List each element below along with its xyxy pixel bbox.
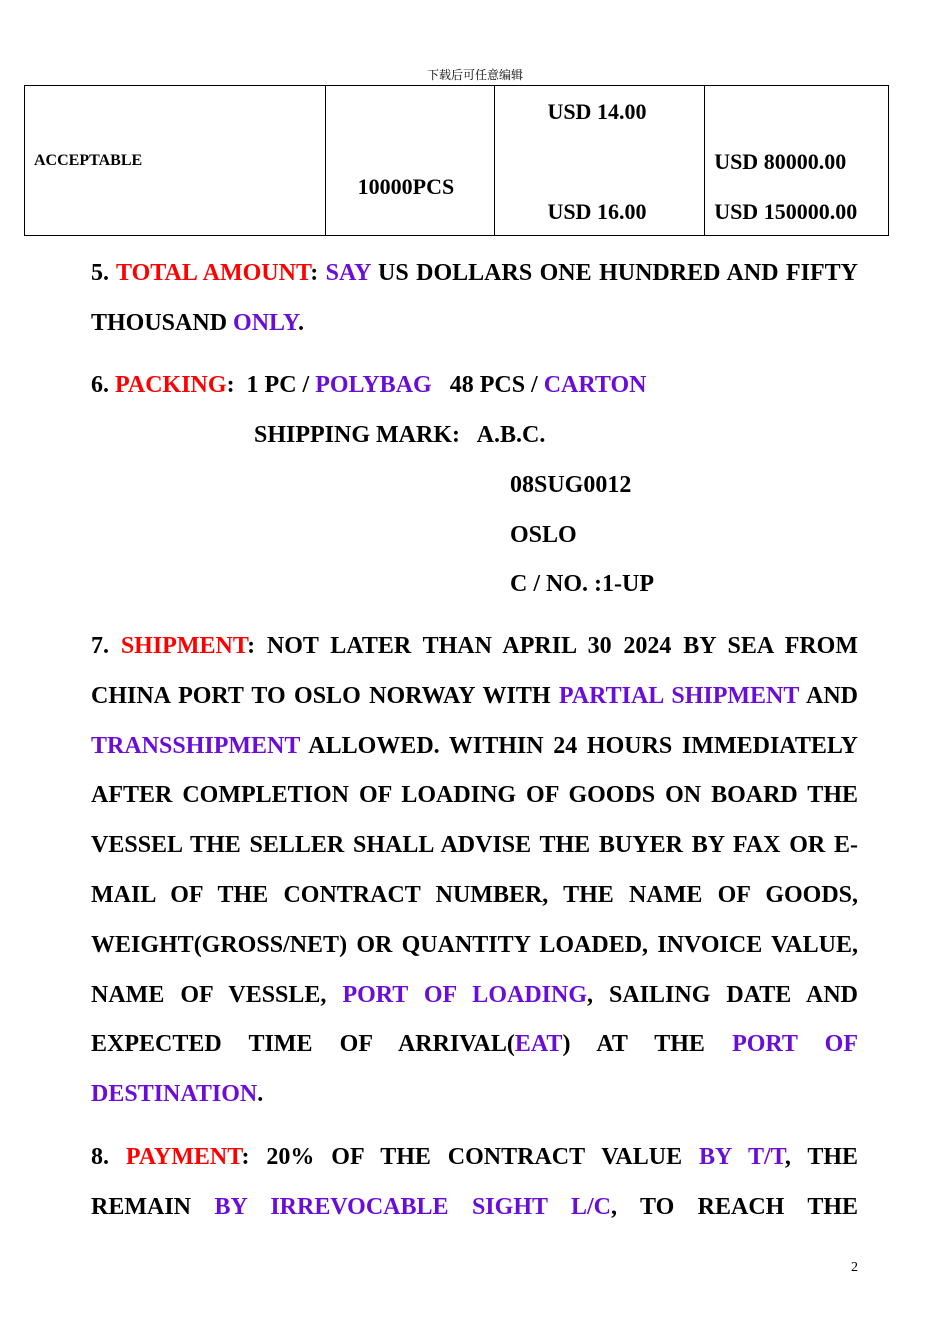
table-cell-quantity [325,86,495,236]
term-transshipment: TRANSSHIPMENT [91,732,300,759]
table-row [25,86,889,236]
clause-text: ALLOWED. WITHIN 24 HOURS IMMEDIATELY AFTER COMPLETION OF LOADING OF GOODS ON BOARD THE VESSEL THE SELLER SHALL ADVISE THE BUYER BY FAX OR E-MAIL OF THE CONTRACT NUMBER, THE NAME OF GOODS, WEIGHT(GROSS/NET) OR QUANTITY LOADED, INVOICE VALUE, NAME OF VESSLE, [91,732,858,1008]
clause-text: US DOLLARS ONE HUNDRED AND FIFTY THOUSAND [91,260,858,336]
term-port-of-loading: PORT OF LOADING [342,981,587,1008]
term-eat: EAT [514,1031,563,1058]
clause-text: , THE REMAIN [91,1144,859,1220]
term-port-of-destination: PORT OF DESTINATION [91,1031,859,1108]
clause-8-payment [91,1133,858,1233]
clause-text: : 20% OF THE CONTRACT VALUE [241,1144,700,1170]
term-by-tt: BY T/T [699,1144,785,1170]
clause-text: . [257,1081,264,1108]
shipping-mark-line: OSLO [510,522,577,548]
clause-5-total-amount [91,249,858,349]
unit-price-1: USD 14.00 [547,99,647,124]
term-partial-shipment: PARTIAL SHIPMENT [558,682,799,709]
shipping-mark-line: 08SUG0012 [510,472,632,498]
table-cell-acceptable [25,86,326,236]
clause-text: . [297,309,304,336]
unit-price-2: USD 16.00 [547,199,647,224]
amount-1: USD 80000.00 [714,149,847,174]
header-note: 下载后可任意编辑 [426,68,523,82]
clause-number: 7. [91,633,121,659]
table-cell-unit-price [495,86,705,236]
table-cell-amount [705,86,889,236]
clause-number: 6. [91,372,115,398]
clause-number: 8. [91,1144,126,1170]
clause-title: SHIPMENT [120,633,248,659]
acceptable-text: ACCEPTABLE [34,152,143,169]
clause-text: AND [798,682,858,709]
quantity-text: 10000PCS [357,174,455,199]
clause-6-packing [91,372,646,399]
clause-text: ) AT THE [562,1031,733,1058]
clause-title: TOTAL AMOUNT [116,260,311,286]
shipping-mark-line: C / NO. :1-UP [510,571,654,597]
clause-text: , TO REACH THE [611,1193,859,1220]
term-polybag: POLYBAG [315,372,432,398]
page-number: 2 [851,1260,858,1275]
clause-number: 5. [91,260,117,286]
amount-2: USD 150000.00 [714,199,858,224]
clause-title: PAYMENT [125,1144,242,1170]
term-say: SAY [325,260,371,286]
clause-text: : 1 PC / [226,372,316,398]
term-irrevocable-lc: BY IRREVOCABLE SIGHT L/C [214,1193,611,1220]
clause-text: 48 PCS / [431,372,544,398]
goods-table [24,85,889,236]
clause-text: : [310,260,326,286]
term-only: ONLY [233,309,298,336]
clause-7-shipment [91,622,858,1120]
clause-text: : NOT LATER THAN APRIL 30 2024 BY SEA FROM CHINA PORT TO OSLO NORWAY WITH [91,633,859,709]
clause-title: PACKING [115,372,227,398]
shipping-mark-label: SHIPPING MARK: A.B.C. [254,422,546,448]
clause-text: , SAILING DATE AND EXPECTED TIME OF ARRIVAL( [91,981,858,1058]
term-carton: CARTON [543,372,647,398]
